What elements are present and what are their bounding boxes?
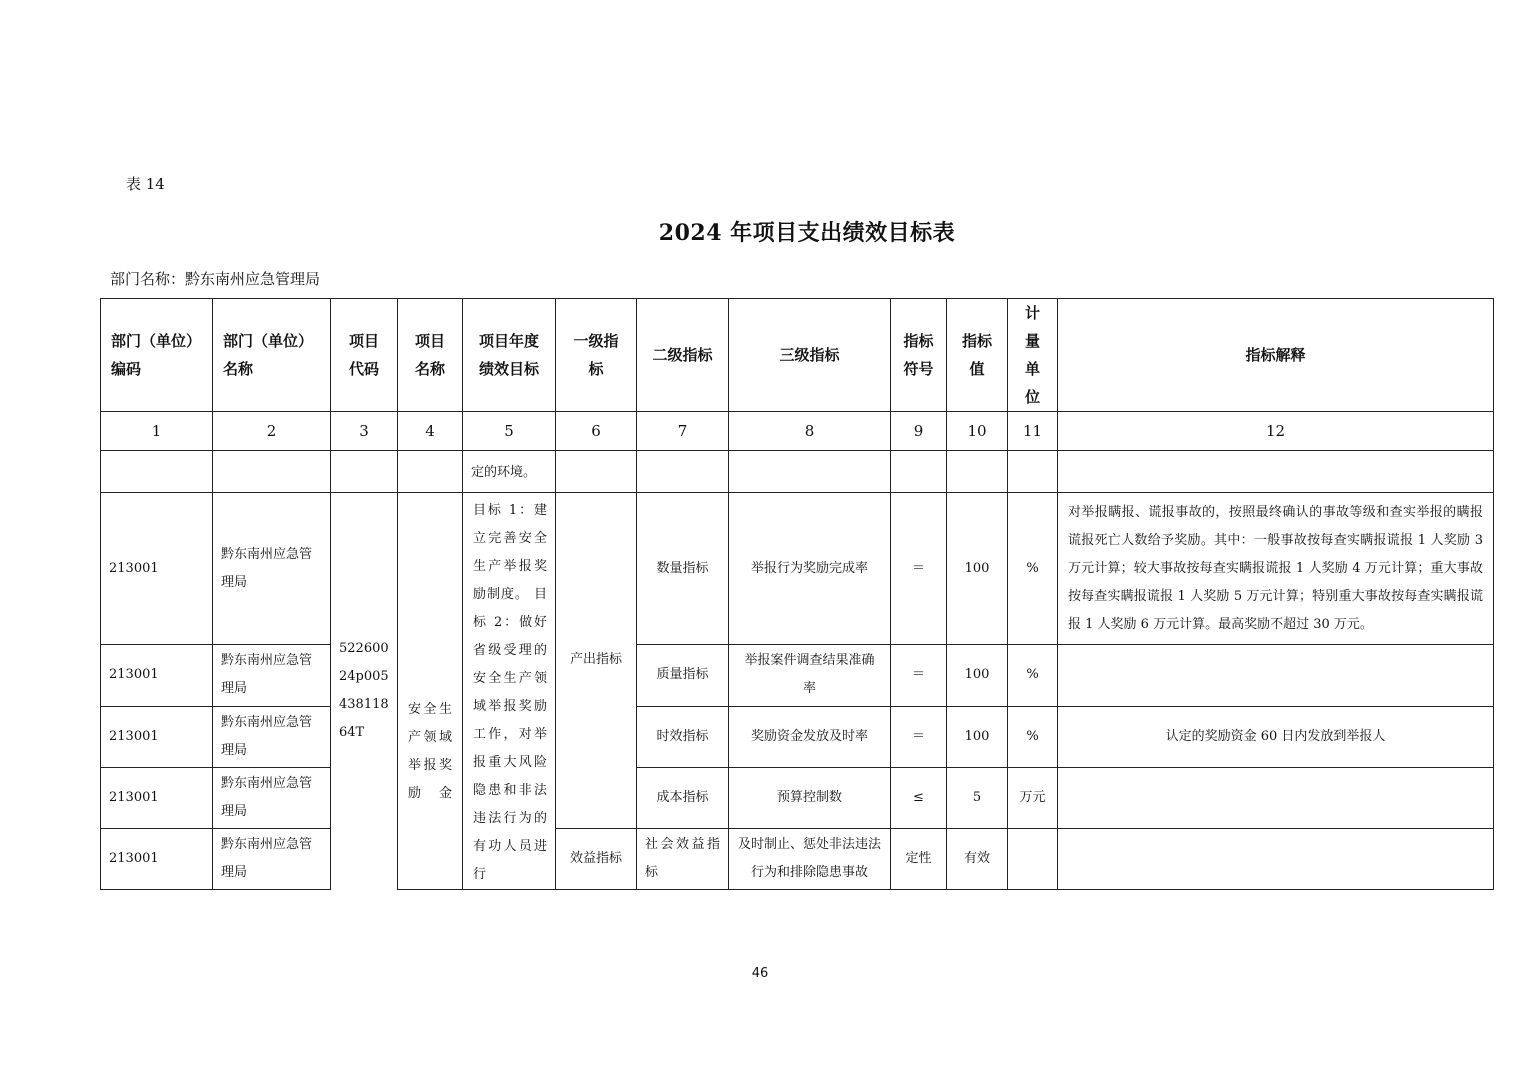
dept-code-cell: 213001	[101, 493, 213, 645]
col-number: 12	[1058, 412, 1494, 451]
table-row	[101, 706, 1494, 767]
dept-code-cell: 213001	[101, 645, 213, 706]
header-project-code: 项目代码	[331, 299, 398, 412]
unit-cell: %	[1008, 645, 1058, 706]
value-cell: 100	[947, 645, 1008, 706]
empty-cell	[213, 451, 331, 493]
dept-code-cell: 213001	[101, 828, 213, 889]
level3-cell: 及时制止、惩处非法违法行为和排除隐患事故	[729, 828, 891, 889]
level3-cell: 举报行为奖励完成率	[729, 493, 891, 645]
table-number: 表 14	[126, 175, 165, 193]
empty-cell	[891, 451, 947, 493]
empty-cell	[398, 451, 463, 493]
level2-cell: 社会效益指标	[637, 828, 729, 889]
dept-name-cell: 黔东南州应急管理局	[213, 645, 331, 706]
performance-table	[100, 298, 1494, 890]
empty-cell	[947, 451, 1008, 493]
unit-cell: 万元	[1008, 767, 1058, 828]
col-number: 3	[331, 412, 398, 451]
column-number-row	[101, 412, 1494, 451]
level2-cell: 数量指标	[637, 493, 729, 645]
table-row	[101, 493, 1494, 645]
empty-cell	[729, 451, 891, 493]
value-cell: 有效	[947, 828, 1008, 889]
explain-cell: 认定的奖励资金 60 日内发放到举报人	[1058, 706, 1494, 767]
value-cell: 100	[947, 493, 1008, 645]
level2-cell: 成本指标	[637, 767, 729, 828]
page-number: 46	[751, 966, 769, 981]
header-dept-name: 部门（单位）名称	[213, 299, 331, 412]
level3-cell: 预算控制数	[729, 767, 891, 828]
unit-cell: %	[1008, 706, 1058, 767]
dept-name-cell: 黔东南州应急管理局	[213, 706, 331, 767]
level1-output-cell: 产出指标	[556, 493, 637, 829]
header-explain: 指标解释	[1058, 299, 1494, 412]
level2-cell: 时效指标	[637, 706, 729, 767]
col-number: 8	[729, 412, 891, 451]
level1-benefit-cell: 效益指标	[556, 828, 637, 889]
value-cell: 5	[947, 767, 1008, 828]
empty-cell	[1058, 451, 1494, 493]
value-cell: 100	[947, 706, 1008, 767]
col-number: 9	[891, 412, 947, 451]
symbol-cell: 定性	[891, 828, 947, 889]
header-level2: 二级指标	[637, 299, 729, 412]
header-value: 指标值	[947, 299, 1008, 412]
continuation-row	[101, 451, 1494, 493]
empty-cell	[556, 451, 637, 493]
level3-cell: 举报案件调查结果准确率	[729, 645, 891, 706]
dept-name-cell: 黔东南州应急管理局	[213, 493, 331, 645]
symbol-cell: ≤	[891, 767, 947, 828]
header-annual-goal: 项目年度绩效目标	[463, 299, 556, 412]
empty-cell	[1008, 451, 1058, 493]
explain-cell: 对举报瞒报、谎报事故的，按照最终确认的事故等级和查实举报的瞒报谎报死亡人数给予奖励。其中：一般事故按每查实瞒报谎报 1 人奖励 3 万元计算；较大事故按每查实瞒报谎报 1 人奖励 4 万元计算；重大事故按每查实瞒报谎报 1 人奖励 5 万元计算；特别重大事故按每查实瞒报谎报 1 人奖励 6 万元计算。最高奖励不超过 30 万元。	[1058, 493, 1494, 645]
table-row	[101, 828, 1494, 889]
unit-cell	[1008, 828, 1058, 889]
symbol-cell: ＝	[891, 645, 947, 706]
level3-cell: 奖励资金发放及时率	[729, 706, 891, 767]
explain-cell	[1058, 767, 1494, 828]
symbol-cell: ＝	[891, 706, 947, 767]
dept-code-cell: 213001	[101, 706, 213, 767]
empty-cell	[637, 451, 729, 493]
project-goal-cell: 目标 1：建立完善安全生产举报奖励制度。 目标 2：做好省级受理的安全生产领域举报奖励工作，对举报重大风险隐患和非法违法行为的有功人员进行	[463, 493, 556, 890]
dept-code-cell: 213001	[101, 767, 213, 828]
table-row	[101, 645, 1494, 706]
empty-cell	[101, 451, 213, 493]
header-row	[101, 299, 1494, 412]
col-number: 4	[398, 412, 463, 451]
header-level3: 三级指标	[729, 299, 891, 412]
header-unit: 计量单位	[1008, 299, 1058, 412]
explain-cell	[1058, 645, 1494, 706]
page-title: 2024 年项目支出绩效目标表	[658, 220, 956, 246]
dept-name-cell: 黔东南州应急管理局	[213, 828, 331, 889]
dept-name-cell: 黔东南州应急管理局	[213, 767, 331, 828]
project-code-cell: 52260024p00543811864T	[331, 493, 398, 890]
col-number: 2	[213, 412, 331, 451]
header-dept-code: 部门（单位）编码	[101, 299, 213, 412]
unit-cell: %	[1008, 493, 1058, 645]
table-row	[101, 767, 1494, 828]
col-number: 7	[637, 412, 729, 451]
col-number: 11	[1008, 412, 1058, 451]
header-symbol: 指标符号	[891, 299, 947, 412]
goal-continuation: 定的环境。	[463, 451, 556, 493]
department-line: 部门名称：黔东南州应急管理局	[110, 270, 321, 288]
empty-cell	[331, 451, 398, 493]
col-number: 5	[463, 412, 556, 451]
col-number: 10	[947, 412, 1008, 451]
level2-cell: 质量指标	[637, 645, 729, 706]
col-number: 1	[101, 412, 213, 451]
col-number: 6	[556, 412, 637, 451]
explain-cell	[1058, 828, 1494, 889]
symbol-cell: ＝	[891, 493, 947, 645]
header-project-name: 项目名称	[398, 299, 463, 412]
header-level1: 一级指标	[556, 299, 637, 412]
project-name-cell: 安全生产领域举报奖励金	[398, 493, 463, 890]
